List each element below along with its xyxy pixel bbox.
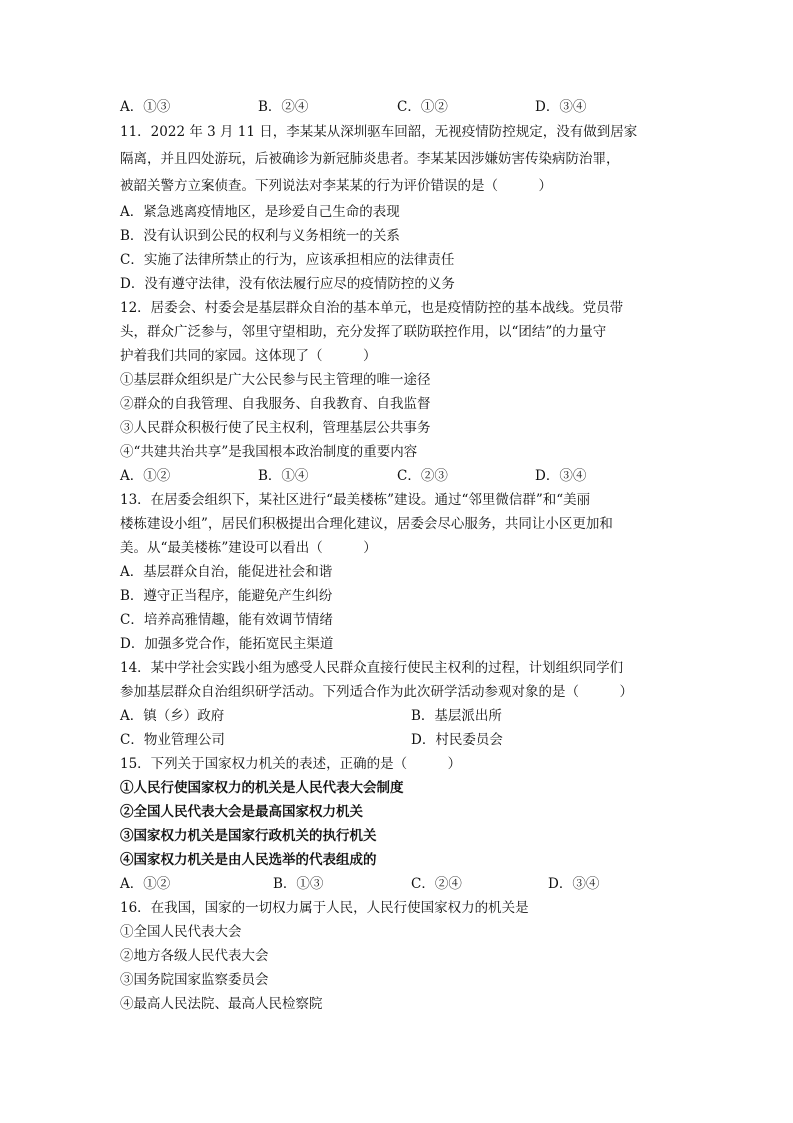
q13-stem-line: 美。从“最美楼栋”建设可以看出（ ） (120, 540, 377, 556)
q16-statement-1: ①全国人民代表大会 (120, 924, 242, 940)
q11-stem-line: 隔离，并且四处游玩，后被确诊为新冠肺炎患者。李某某因涉嫌妨害传染病防治罪， (120, 151, 620, 167)
q11-stem-line: 11．2022 年 3 月 11 日，李某某从深圳驱车回韶，无视疫情防控规定，没有做到居家 (120, 124, 638, 140)
q12-stem-line: 护着我们共同的家园。这体现了（ ） (120, 348, 377, 364)
q14-stem-line: 参加基层群众自治组织研学活动。下列适合作为此次研学活动参观对象的是（ ） (120, 684, 633, 700)
q14-option-c: C．物业管理公司 (120, 732, 225, 748)
q14-option-b: B．基层派出所 (411, 708, 502, 724)
q16-statement-3: ③国务院国家监察委员会 (120, 972, 269, 988)
q12-options (120, 464, 680, 488)
q13-stem-line: 13．在居委会组织下，某社区进行“最美楼栋”建设。通过“邻里微信群”和“美丽 (120, 492, 591, 508)
q15-stem (120, 752, 680, 776)
q12-stem-line: 12．居委会、村委会是基层群众自治的基本单元，也是疫情防控的基本战线。党员带 (120, 300, 624, 316)
q13-stem-line: 楼栋建设小组”，居民们积极提出合理化建议，居委会尽心服务，共同让小区更加和 (120, 516, 613, 532)
q12-option-c: C．②③ (397, 468, 448, 484)
q12-stem (120, 296, 680, 368)
q12-option-a: A．①② (120, 468, 171, 484)
q13-option-d: D．加强多党合作，能拓宽民主渠道 (120, 636, 334, 652)
q10-option-a: A．①③ (120, 99, 171, 115)
q16-stem-line: 16．在我国，国家的一切权力属于人民，人民行使国家权力的机关是 (120, 900, 529, 916)
q11-option-a: A．紧急逃离疫情地区，是珍爱自己生命的表现 (120, 204, 400, 220)
q15-statement-1: ①人民行使国家权力的机关是人民代表大会制度 (120, 780, 404, 796)
q15-options (120, 872, 680, 896)
q14-stem-line: 14．某中学社会实践小组为感受人民群众直接行使民主权利的过程，计划组织同学们 (120, 660, 624, 676)
q12-statement-2: ②群众的自我管理、自我服务、自我教育、自我监督 (120, 396, 431, 412)
q10-options (120, 95, 680, 119)
q10-option-b: B．②④ (258, 99, 309, 115)
q11-option-b: B．没有认识到公民的权利与义务相统一的关系 (120, 228, 400, 244)
q16-statement-2: ②地方各级人民代表大会 (120, 948, 269, 964)
q14-options-row-1 (120, 704, 680, 728)
q12-statement-1: ①基层群众组织是广大公民参与民主管理的唯一途径 (120, 372, 431, 388)
q14-option-d: D．村民委员会 (411, 732, 503, 748)
q14-stem (120, 656, 680, 704)
q15-option-d: D．③④ (548, 876, 600, 892)
q12-option-b: B．①④ (258, 468, 309, 484)
q11-option-c: C．实施了法律所禁止的行为，应该承担相应的法律责任 (120, 252, 455, 268)
q13-option-a: A．基层群众自治，能促进社会和谐 (120, 564, 333, 580)
q11-stem-line: 被韶关警方立案侦查。下列说法对李某某的行为评价错误的是（ ） (120, 178, 552, 194)
q15-option-c: C．②④ (411, 876, 462, 892)
q16-stem (120, 896, 680, 920)
q13-option-c: C．培养高雅情趣，能有效调节情绪 (120, 612, 333, 628)
q14-option-a: A．镇（乡）政府 (120, 708, 225, 724)
q13-option-b: B．遵守正当程序，能避免产生纠纷 (120, 588, 333, 604)
q15-option-b: B．①③ (273, 876, 324, 892)
q10-option-d: D．③④ (535, 99, 587, 115)
q15-stem-line: 15．下列关于国家权力机关的表述，正确的是（ ） (120, 756, 462, 772)
q16-statement-4: ④最高人民法院、最高人民检察院 (120, 996, 323, 1012)
q11-stem (120, 119, 680, 200)
q12-stem-line: 头，群众广泛参与，邻里守望相助，充分发挥了联防联控作用，以“团结”的力量守 (120, 324, 607, 340)
q15-statement-3: ③国家权力机关是国家行政机关的执行机关 (120, 828, 377, 844)
q13-stem (120, 488, 680, 560)
q12-option-d: D．③④ (535, 468, 587, 484)
q12-statement-4: ④“共建共治共享”是我国根本政治制度的重要内容 (120, 444, 418, 460)
exam-page (120, 95, 680, 1016)
q11-option-d: D．没有遵守法律，没有依法履行应尽的疫情防控的义务 (120, 276, 455, 292)
q15-statement-2: ②全国人民代表大会是最高国家权力机关 (120, 804, 363, 820)
q15-statement-4: ④国家权力机关是由人民选举的代表组成的 (120, 852, 377, 868)
q12-statement-3: ③人民群众积极行使了民主权利，管理基层公共事务 (120, 420, 431, 436)
q10-option-c: C．①② (397, 99, 448, 115)
q14-options-row-2 (120, 728, 680, 752)
q15-option-a: A．①② (120, 876, 171, 892)
